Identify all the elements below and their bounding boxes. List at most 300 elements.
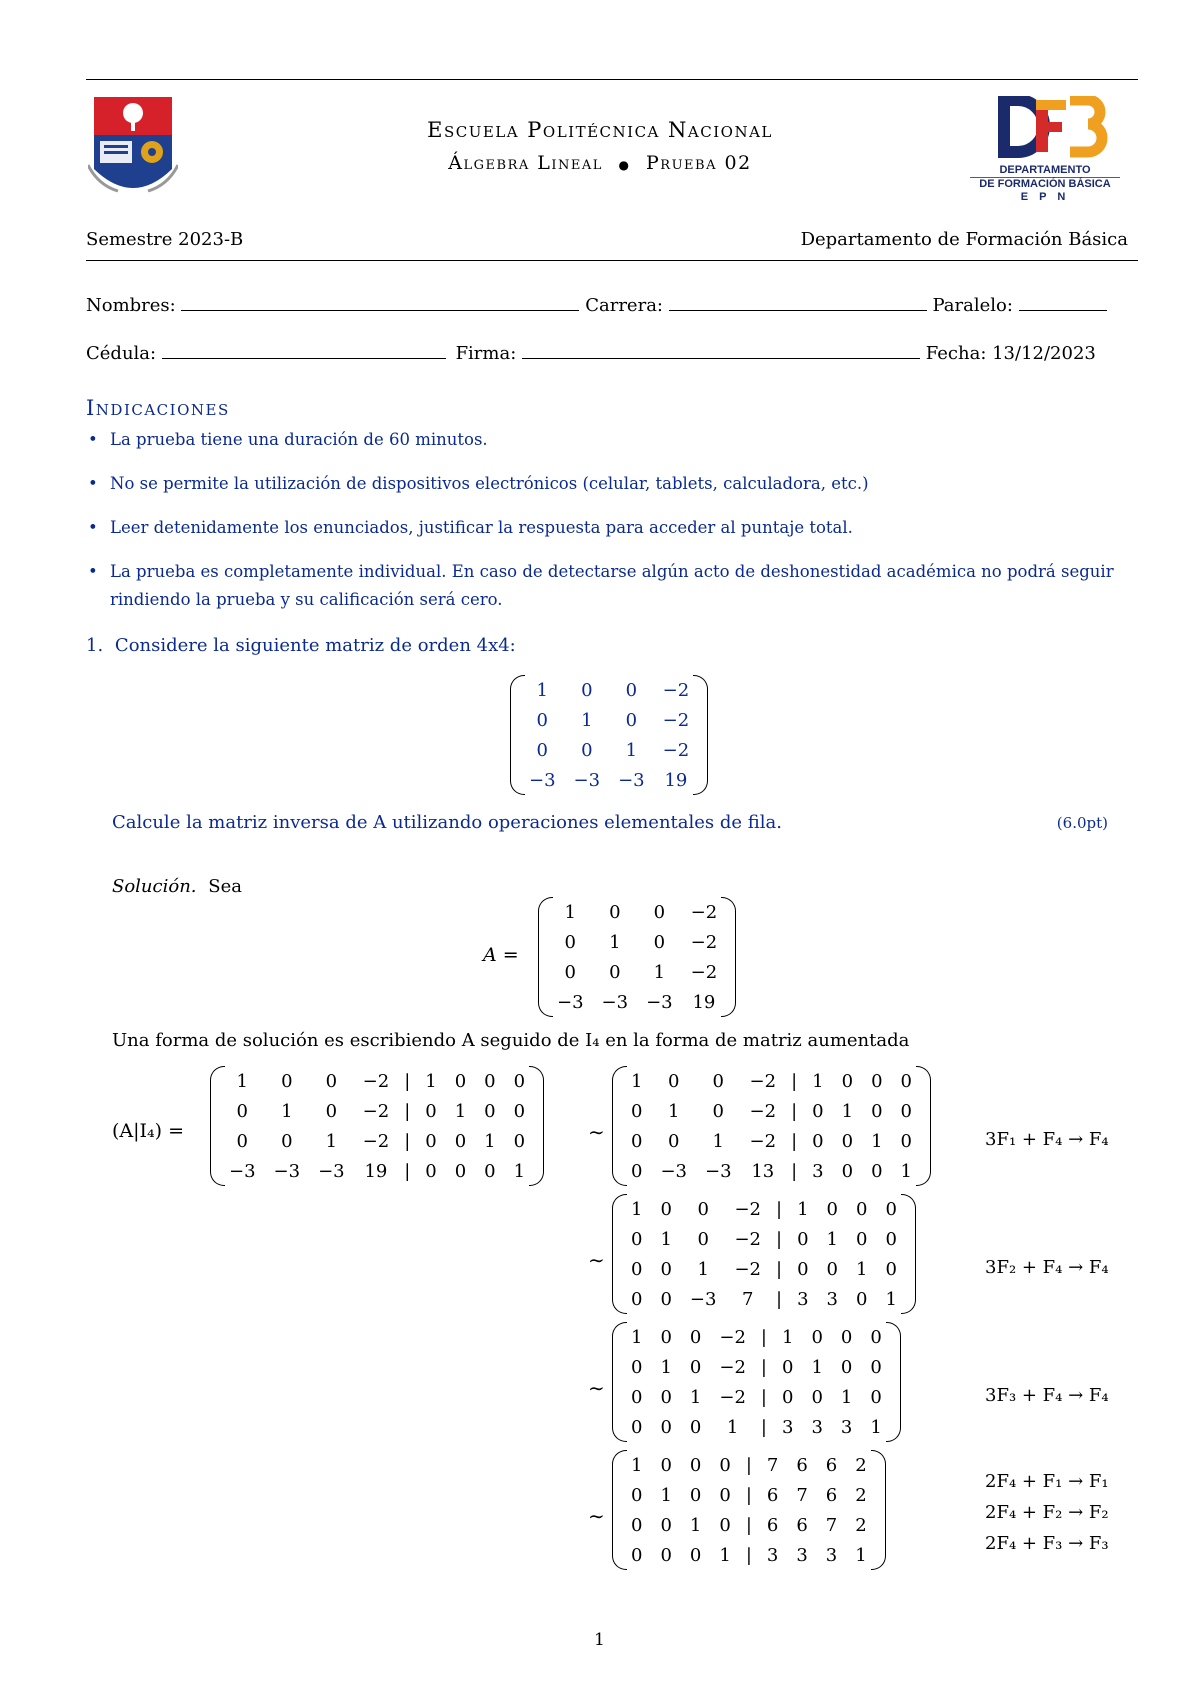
- matrix-cell: 0: [609, 901, 621, 923]
- matrix-A: [538, 897, 736, 1021]
- matrix-cell: 0: [513, 1130, 526, 1152]
- matrix-cell: 2: [855, 1514, 867, 1536]
- right-paren: [693, 675, 708, 795]
- matrix-cell: 1: [812, 1070, 824, 1092]
- augment-bar: |: [776, 1258, 783, 1280]
- solution-text: Una forma de solución es escribiendo A seguido de I₄ en la forma de matriz aumentada: [112, 1030, 910, 1051]
- matrix-cell: 1: [425, 1070, 437, 1092]
- matrix-cell: 3: [840, 1416, 853, 1438]
- matrix-cell: 19: [692, 991, 716, 1013]
- matrix-cell: 3: [796, 1544, 808, 1566]
- list-item: • La prueba es completamente individual. En caso de detectarse algún acto de deshonestidad académica no podrá seguir rindiendo la prueba y su calificación será cero.: [86, 558, 1136, 614]
- matrix-cell: 0: [871, 1160, 883, 1182]
- matrix-cell: 0: [631, 1514, 643, 1536]
- list-item: • La prueba tiene una duración de 60 minutos.: [86, 426, 1136, 454]
- matrix-cell: 0: [660, 1416, 672, 1438]
- paralelo-label: Paralelo:: [932, 295, 1013, 316]
- matrix-cell: 6: [796, 1454, 808, 1476]
- carrera-label: Carrera:: [585, 295, 663, 316]
- augment-bar: |: [760, 1416, 767, 1438]
- matrix-cell: 1: [719, 1544, 731, 1566]
- matrix-cell: 0: [581, 739, 593, 761]
- matrix-cell: 0: [900, 1100, 912, 1122]
- matrix-cell: 0: [454, 1130, 467, 1152]
- matrix-cell: 0: [885, 1258, 897, 1280]
- augment-bar: |: [760, 1326, 767, 1348]
- matrix-cell: 0: [812, 1100, 824, 1122]
- semester-label: Semestre 2023-B: [86, 229, 244, 250]
- matrix-cell: 1: [660, 1484, 672, 1506]
- matrix-cell: 0: [484, 1160, 496, 1182]
- matrix-cell: 0: [564, 961, 576, 983]
- matrix-cell: 1: [855, 1258, 868, 1280]
- matrix-cell: −3: [273, 1160, 301, 1182]
- matrix-cell: 0: [281, 1070, 293, 1092]
- matrix-cell: −2: [734, 1228, 761, 1250]
- matrix-cell: 1: [631, 1454, 643, 1476]
- matrix-cell: 6: [825, 1484, 838, 1506]
- problem1-statement: [86, 635, 516, 656]
- row-operation: 2F₄ + F₁ → F₁: [985, 1471, 1109, 1492]
- matrix-cell: 0: [513, 1100, 526, 1122]
- matrix-cell: 0: [841, 1070, 854, 1092]
- course-title: [250, 152, 950, 174]
- matrix-cell: 6: [796, 1514, 808, 1536]
- matrix-cell: 1: [811, 1356, 823, 1378]
- matrix-cell: 1: [631, 1198, 643, 1220]
- augmented-lhs: (A|I₄) =: [112, 1120, 185, 1142]
- matrix-cell: 0: [900, 1130, 912, 1152]
- matrix-cell: 0: [236, 1100, 248, 1122]
- dfb-logo: [970, 96, 1130, 206]
- matrix-cell: 0: [689, 1326, 702, 1348]
- matrix-cell: 1: [855, 1544, 867, 1566]
- right-paren: [901, 1194, 916, 1314]
- matrix-cell: 0: [668, 1130, 680, 1152]
- matrix-cell: 0: [631, 1228, 643, 1250]
- matrix-cell: 0: [325, 1070, 338, 1092]
- matrix-row: [220, 1156, 534, 1186]
- matrix-row: [622, 1156, 921, 1186]
- matrix-cell: 0: [425, 1160, 437, 1182]
- matrix-cell: 3: [825, 1544, 838, 1566]
- institution-title: Escuela Politécnica Nacional: [427, 118, 773, 142]
- matrix-row: [622, 1126, 921, 1156]
- augment-bar: |: [404, 1130, 411, 1152]
- matrix-cell: 0: [454, 1160, 467, 1182]
- right-paren: [529, 1066, 544, 1186]
- matrix-cell: 1: [689, 1514, 702, 1536]
- matrix-cell: 0: [236, 1130, 248, 1152]
- matrix-cell: 6: [766, 1484, 779, 1506]
- list-item: • Leer detenidamente los enunciados, justificar la respuesta para acceder al puntaje total.: [86, 514, 1136, 542]
- left-paren: [210, 1066, 225, 1186]
- matrix-row: [548, 957, 726, 987]
- augment-bar: |: [745, 1544, 752, 1566]
- matrix-cell: 0: [841, 1130, 854, 1152]
- row-operation: 2F₄ + F₃ → F₃: [985, 1533, 1109, 1554]
- matrix-row: [220, 1066, 534, 1096]
- right-paren: [886, 1322, 901, 1442]
- row-operation: 3F₁ + F₄ → F₄: [985, 1129, 1109, 1150]
- augmented-matrix-step-5: [612, 1450, 886, 1574]
- matrix-cell: 0: [871, 1100, 883, 1122]
- matrix-row: [220, 1096, 534, 1126]
- firma-field[interactable]: [522, 340, 920, 359]
- matrix-cell: 1: [697, 1258, 709, 1280]
- matrix-cell: −2: [690, 961, 718, 983]
- matrix-cell: 0: [631, 1100, 643, 1122]
- row-equivalence-tilde: ∼: [588, 1120, 605, 1144]
- matrix-cell: −2: [749, 1130, 777, 1152]
- matrix-cell: 0: [625, 679, 638, 701]
- matrix-cell: 0: [781, 1356, 794, 1378]
- matrix-cell: −3: [618, 769, 645, 791]
- matrix-cell: 3: [781, 1416, 794, 1438]
- augment-bar: |: [745, 1454, 752, 1476]
- augment-bar: |: [404, 1160, 411, 1182]
- matrix-cell: 0: [609, 961, 621, 983]
- matrix-cell: −3: [660, 1160, 687, 1182]
- matrix-row: [520, 675, 698, 705]
- matrix-cell: 0: [631, 1484, 643, 1506]
- matrix-cell: 0: [840, 1326, 853, 1348]
- matrix-cell: 0: [660, 1198, 672, 1220]
- matrix-cell: 0: [631, 1356, 643, 1378]
- matrix-cell: −3: [601, 991, 629, 1013]
- matrix-cell: 0: [660, 1454, 672, 1476]
- matrix-row: [622, 1450, 876, 1480]
- header-rule: [86, 260, 1138, 261]
- matrix-cell: 1: [513, 1160, 526, 1182]
- matrix-cell: 0: [689, 1454, 702, 1476]
- matrix-cell: 0: [668, 1070, 680, 1092]
- matrix-cell: 3: [812, 1160, 824, 1182]
- matrix-cell: −2: [719, 1386, 746, 1408]
- matrix-cell: −2: [662, 739, 690, 761]
- augment-bar: |: [760, 1386, 767, 1408]
- firma-label: Firma:: [455, 343, 517, 364]
- fields-row-2: [86, 340, 1136, 364]
- right-paren: [721, 897, 736, 1017]
- problem1-task: Calcule la matriz inversa de A utilizando operaciones elementales de fila.: [112, 812, 782, 833]
- matrix-cell: 0: [855, 1288, 868, 1310]
- matrix-cell: 1: [689, 1386, 702, 1408]
- matrix-cell: 1: [826, 1228, 838, 1250]
- matrix-cell: 3: [826, 1288, 838, 1310]
- problem-text: Considere la siguiente matriz de orden 4x4:: [114, 635, 516, 656]
- matrix-row: [622, 1096, 921, 1126]
- solution-intro: [112, 876, 242, 897]
- matrix-cell: 0: [536, 709, 548, 731]
- matrix-cell: 0: [660, 1326, 672, 1348]
- matrix-cell: 7: [766, 1454, 779, 1476]
- matrix-cell: 0: [513, 1070, 526, 1092]
- matrix-cell: 0: [631, 1544, 643, 1566]
- right-paren: [916, 1066, 931, 1186]
- matrix-cell: 0: [697, 1198, 709, 1220]
- matrix-row: [622, 1382, 891, 1412]
- matrix-cell: 0: [885, 1198, 897, 1220]
- row-operations: [985, 1252, 1109, 1283]
- augment-bar: |: [791, 1070, 798, 1092]
- matrix-cell: 3: [766, 1544, 779, 1566]
- matrix-cell: −3: [229, 1160, 256, 1182]
- fields-row-1: [86, 292, 1136, 316]
- matrix-cell: 0: [797, 1258, 809, 1280]
- matrix-cell: −2: [690, 931, 718, 953]
- matrix-row: [548, 897, 726, 927]
- matrix-cell: 0: [719, 1514, 731, 1536]
- problem-matrix: [510, 675, 708, 799]
- augment-bar: |: [791, 1130, 798, 1152]
- matrix-cell: 0: [689, 1484, 702, 1506]
- matrix-cell: 1: [660, 1228, 672, 1250]
- matrix-cell: −3: [557, 991, 584, 1013]
- matrix-cell: 1: [631, 1326, 643, 1348]
- matrix-cell: 0: [719, 1484, 731, 1506]
- matrix-row: [548, 987, 726, 1017]
- matrix-cell: 19: [364, 1160, 388, 1182]
- matrix-row: [622, 1254, 906, 1284]
- matrix-cell: 0: [653, 901, 666, 923]
- matrix-row: [520, 705, 698, 735]
- matrix-cell: −3: [705, 1160, 732, 1182]
- matrix-row: [622, 1480, 876, 1510]
- matrix-cell: 0: [855, 1228, 868, 1250]
- matrix-row: [220, 1126, 534, 1156]
- matrix-cell: 2: [855, 1454, 867, 1476]
- matrix-cell: 0: [425, 1100, 437, 1122]
- matrix-cell: 0: [581, 679, 593, 701]
- matrix-cell: −2: [362, 1070, 390, 1092]
- matrix-cell: 1: [668, 1100, 680, 1122]
- matrix-cell: 0: [631, 1416, 643, 1438]
- matrix-cell: 0: [885, 1228, 897, 1250]
- augmented-matrix-step-2: [612, 1066, 931, 1190]
- matrix-cell: 0: [719, 1454, 731, 1476]
- matrix-cell: 7: [825, 1514, 838, 1536]
- augment-bar: |: [745, 1484, 752, 1506]
- augment-bar: |: [791, 1160, 798, 1182]
- matrix-cell: 1: [885, 1288, 897, 1310]
- matrix-cell: 0: [855, 1198, 868, 1220]
- matrix-cell: 0: [536, 739, 548, 761]
- left-paren: [612, 1066, 627, 1186]
- left-paren: [612, 1194, 627, 1314]
- right-paren: [871, 1450, 886, 1570]
- solution-label: Solución.: [112, 876, 197, 897]
- matrix-cell: 1: [236, 1070, 248, 1092]
- matrix-cell: 0: [281, 1130, 293, 1152]
- row-operations: [985, 1466, 1109, 1559]
- page-number: 1: [594, 1630, 605, 1650]
- left-paren: [612, 1450, 627, 1570]
- matrix-cell: 0: [689, 1544, 702, 1566]
- matrix-cell: 6: [766, 1514, 779, 1536]
- dfb-mark-icon: [970, 96, 1130, 160]
- nombres-field[interactable]: [181, 292, 579, 311]
- matrix-cell: −2: [362, 1100, 390, 1122]
- augment-bar: |: [404, 1100, 411, 1122]
- left-paren: [612, 1322, 627, 1442]
- matrix-cell: 0: [689, 1416, 702, 1438]
- matrix-cell: 1: [325, 1130, 338, 1152]
- matrix-row: [622, 1194, 906, 1224]
- row-operation: 2F₄ + F₂ → F₂: [985, 1502, 1109, 1523]
- fecha-label: Fecha: 13/12/2023: [925, 343, 1096, 364]
- matrix-cell: −2: [719, 1326, 746, 1348]
- matrix-cell: 0: [631, 1160, 643, 1182]
- matrix-cell: 0: [811, 1326, 823, 1348]
- list-item: • No se permite la utilización de dispositivos electrónicos (celular, tablets, calculadora, etc.): [86, 470, 1136, 498]
- matrix-cell: 0: [660, 1386, 672, 1408]
- augmented-matrix-step-3: [612, 1194, 916, 1318]
- matrix-cell: 1: [660, 1356, 672, 1378]
- matrix-cell: 0: [484, 1070, 496, 1092]
- course-name: Álgebra Lineal: [448, 152, 603, 174]
- A-equals: A =: [483, 944, 519, 966]
- matrix-cell: 3: [811, 1416, 823, 1438]
- matrix-cell: 1: [609, 931, 621, 953]
- dfb-logo-line2: DE FORMACIÓN BÁSICA: [970, 177, 1120, 191]
- matrix-cell: 0: [870, 1326, 882, 1348]
- matrix-cell: 1: [625, 739, 638, 761]
- matrix-cell: 0: [871, 1070, 883, 1092]
- augmented-matrix-step-1: [210, 1066, 544, 1190]
- matrix-cell: 0: [660, 1514, 672, 1536]
- augment-bar: |: [776, 1228, 783, 1250]
- matrix-row: [622, 1352, 891, 1382]
- matrix-cell: 1: [871, 1130, 883, 1152]
- matrix-cell: 2: [855, 1484, 867, 1506]
- matrix-cell: 0: [631, 1130, 643, 1152]
- carrera-field[interactable]: [669, 292, 927, 311]
- augmented-matrix-step-4: [612, 1322, 901, 1446]
- paralelo-field[interactable]: [1019, 292, 1107, 311]
- matrix-cell: 1: [631, 1070, 643, 1092]
- matrix-cell: 1: [797, 1198, 809, 1220]
- matrix-cell: 0: [811, 1386, 823, 1408]
- matrix-cell: −2: [662, 679, 690, 701]
- matrix-row: [622, 1284, 906, 1314]
- matrix-cell: 19: [664, 769, 688, 791]
- matrix-cell: 1: [653, 961, 666, 983]
- matrix-cell: −2: [734, 1258, 761, 1280]
- matrix-cell: 0: [697, 1228, 709, 1250]
- row-operation: 3F₂ + F₄ → F₄: [985, 1257, 1109, 1278]
- matrix-row: [548, 927, 726, 957]
- matrix-cell: −3: [689, 1288, 717, 1310]
- matrix-cell: 0: [660, 1544, 672, 1566]
- augment-bar: |: [791, 1100, 798, 1122]
- matrix-cell: 0: [712, 1070, 724, 1092]
- matrix-cell: 0: [689, 1356, 702, 1378]
- exam-name: Prueba 02: [646, 152, 752, 174]
- indicaciones-title: Indicaciones: [86, 396, 230, 420]
- matrix-cell: 1: [281, 1100, 293, 1122]
- matrix-row: [622, 1510, 876, 1540]
- matrix-row: [520, 765, 698, 795]
- matrix-cell: −2: [662, 709, 690, 731]
- matrix-row: [622, 1322, 891, 1352]
- matrix-cell: −2: [749, 1070, 777, 1092]
- matrix-cell: 13: [751, 1160, 775, 1182]
- matrix-row: [622, 1066, 921, 1096]
- left-paren: [510, 675, 525, 795]
- augment-bar: |: [404, 1070, 411, 1092]
- matrix-cell: 0: [484, 1100, 496, 1122]
- row-operation: 3F₃ + F₄ → F₄: [985, 1385, 1109, 1406]
- matrix-cell: 1: [900, 1160, 912, 1182]
- matrix-cell: 1: [484, 1130, 496, 1152]
- matrix-cell: 0: [840, 1356, 853, 1378]
- matrix-cell: 0: [625, 709, 638, 731]
- matrix-cell: −2: [690, 901, 718, 923]
- solution-sea: Sea: [208, 876, 242, 897]
- matrix-row: [520, 735, 698, 765]
- matrix-cell: 0: [826, 1258, 838, 1280]
- matrix-cell: 1: [781, 1326, 794, 1348]
- matrix-cell: 0: [812, 1130, 824, 1152]
- augment-bar: |: [776, 1198, 783, 1220]
- epn-shield-logo: [88, 95, 178, 205]
- problem1-points: (6.0pt): [1056, 814, 1108, 832]
- matrix-cell: −2: [734, 1198, 761, 1220]
- matrix-cell: 3: [797, 1288, 809, 1310]
- matrix-cell: 0: [631, 1288, 643, 1310]
- matrix-cell: 0: [631, 1258, 643, 1280]
- matrix-cell: −3: [573, 769, 601, 791]
- matrix-cell: 1: [840, 1386, 853, 1408]
- matrix-cell: 0: [900, 1070, 912, 1092]
- matrix-cell: 0: [660, 1288, 672, 1310]
- matrix-cell: 0: [870, 1356, 882, 1378]
- matrix-cell: 0: [797, 1228, 809, 1250]
- cedula-label: Cédula:: [86, 343, 157, 364]
- matrix-cell: 1: [870, 1416, 882, 1438]
- matrix-cell: 1: [581, 709, 593, 731]
- matrix-cell: 1: [454, 1100, 467, 1122]
- nombres-label: Nombres:: [86, 295, 176, 316]
- department-label: Departamento de Formación Básica: [800, 229, 1128, 250]
- matrix-cell: 6: [825, 1454, 838, 1476]
- matrix-row: [622, 1412, 891, 1442]
- matrix-cell: 0: [712, 1100, 724, 1122]
- dfb-logo-line1: DEPARTAMENTO: [999, 164, 1091, 176]
- augment-bar: |: [776, 1288, 783, 1310]
- dfb-logo-line3: E P N: [1020, 191, 1070, 203]
- matrix-cell: 0: [564, 931, 576, 953]
- row-operations: [985, 1380, 1109, 1411]
- matrix-cell: 0: [653, 931, 666, 953]
- matrix-cell: 0: [425, 1130, 437, 1152]
- separator-dot: ●: [618, 158, 631, 172]
- matrix-cell: 7: [742, 1288, 754, 1310]
- matrix-cell: 7: [796, 1484, 808, 1506]
- matrix-cell: 0: [781, 1386, 794, 1408]
- matrix-cell: 0: [870, 1386, 882, 1408]
- matrix-cell: 0: [325, 1100, 338, 1122]
- matrix-cell: 0: [660, 1258, 672, 1280]
- matrix-cell: 0: [841, 1160, 854, 1182]
- row-equivalence-tilde: ∼: [588, 1376, 605, 1400]
- matrix-cell: −2: [749, 1100, 777, 1122]
- cedula-field[interactable]: [162, 340, 446, 359]
- augment-bar: |: [745, 1514, 752, 1536]
- indicaciones-list: [86, 426, 1136, 630]
- matrix-cell: 1: [712, 1130, 724, 1152]
